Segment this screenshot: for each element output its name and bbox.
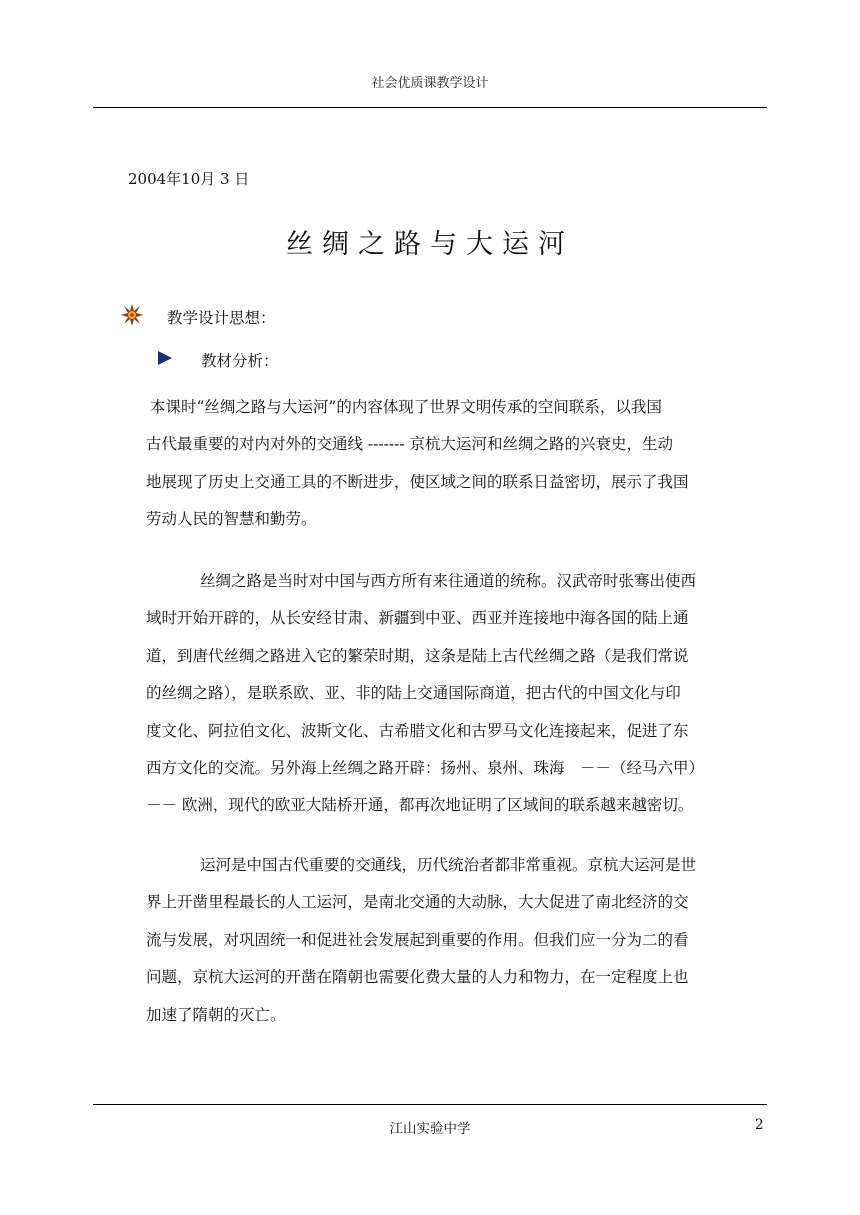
text-line: 劳动人民的智慧和勤劳。 bbox=[146, 510, 317, 529]
text-line: －－ 欧洲，现代的欧亚大陆桥开通，都再次地证明了区域间的联系越来越密切。 bbox=[146, 796, 694, 815]
section-label: 教学设计思想： bbox=[167, 309, 276, 327]
document-date: 2004年10月 3 日 bbox=[128, 170, 250, 188]
section-material-analysis bbox=[157, 349, 279, 371]
footer-rule bbox=[93, 1104, 767, 1105]
text-line: 域时开始开辟的，从长安经甘肃、新疆到中亚、西亚并连接地中海各国的陆上通 bbox=[146, 609, 689, 628]
section-design-thought bbox=[121, 306, 276, 328]
paragraph-intro bbox=[146, 389, 766, 539]
section-label: 教材分析： bbox=[201, 352, 279, 370]
text-line: 丝绸之路是当时对中国与西方所有来往通道的统称。汉武帝时张骞出使西 bbox=[200, 572, 697, 590]
page-footer: 江山实验中学 bbox=[389, 1121, 471, 1137]
text-line: 度文化、阿拉伯文化、波斯文化、古希腊文化和古罗马文化连接起来，促进了东 bbox=[146, 721, 689, 740]
text-line: 本课时“丝绸之路与大运河”的内容体现了世界文明传承的空间联系，以我国 bbox=[150, 398, 662, 416]
text-line: 界上开凿里程最长的人工运河，是南北交通的大动脉，大大促进了南北经济的交 bbox=[146, 893, 689, 912]
page-header: 社会优质课教学设计 bbox=[371, 76, 489, 91]
paragraph-grand-canal bbox=[146, 847, 766, 1034]
text-line: 西方文化的交流。另外海上丝绸之路开辟：扬州、泉州、珠海 －－（经马六甲） bbox=[146, 759, 705, 778]
text-line: 问题，京杭大运河的开凿在隋朝也需要化费大量的人力和物力，在一定程度上也 bbox=[146, 968, 689, 987]
document-title: 丝绸之路与大运河 bbox=[286, 229, 574, 260]
page-number: 2 bbox=[755, 1117, 764, 1133]
text-line: 流与发展，对巩固统一和促进社会发展起到重要的作用。但我们应一分为二的看 bbox=[146, 930, 689, 949]
header-rule bbox=[93, 107, 767, 108]
starburst-icon bbox=[121, 304, 143, 330]
text-line: 的丝绸之路），是联系欧、亚、非的陆上交通国际商道，把古代的中国文化与印 bbox=[146, 684, 681, 703]
text-line: 加速了隋朝的灭亡。 bbox=[146, 1005, 286, 1024]
text-line: 运河是中国古代重要的交通线，历代统治者都非常重视。京杭大运河是世 bbox=[200, 856, 697, 874]
text-line: 道，到唐代丝绸之路进入它的繁荣时期，这条是陆上古代丝绸之路（是我们常说 bbox=[146, 646, 689, 665]
paragraph-silk-road bbox=[146, 563, 766, 825]
text-line: 古代最重要的对内对外的交通线 ------- 京杭大运河和丝绸之路的兴衰史，生动 bbox=[146, 435, 674, 454]
triangle-right-icon bbox=[157, 350, 173, 370]
text-line: 地展现了历史上交通工具的不断进步，使区域之间的联系日益密切，展示了我国 bbox=[146, 472, 689, 491]
